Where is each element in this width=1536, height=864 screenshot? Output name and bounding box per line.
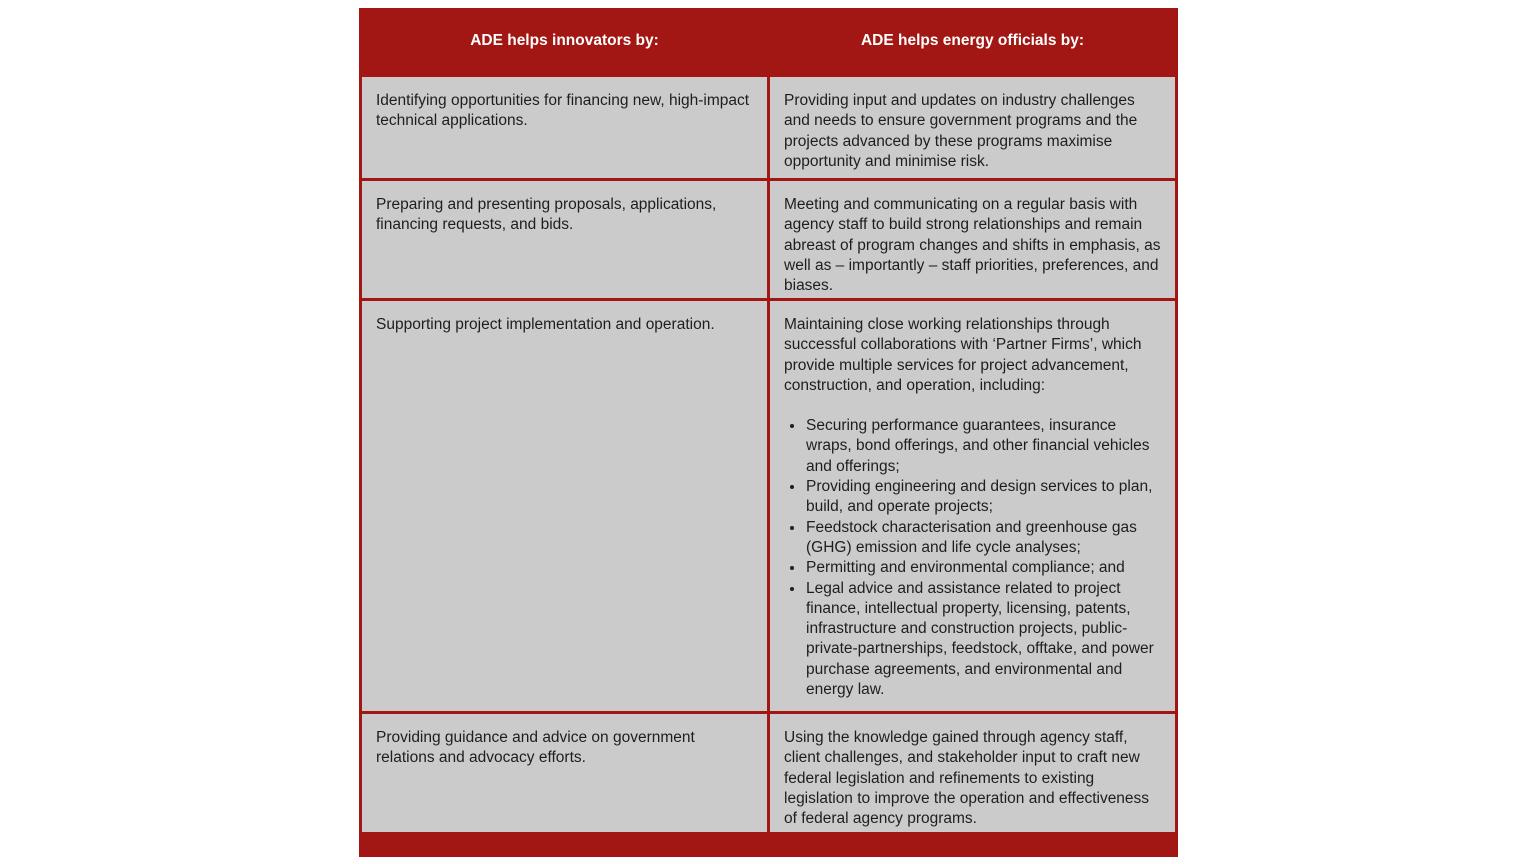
cell-text: Meeting and communicating on a regular basis with agency staff to build strong relationships and remain abreast of program changes and shifts in emphasis, as well as – importantly – staff priorities, preferences, and biases. <box>784 196 1161 295</box>
table-footer-bar <box>362 835 1175 857</box>
table-cell-row4-officials <box>770 714 1175 832</box>
ade-comparison-table <box>359 8 1178 857</box>
cell-text: Preparing and presenting proposals, applications, financing requests, and bids. <box>376 196 717 234</box>
column-header-officials-label: ADE helps energy officials by: <box>860 32 1085 49</box>
column-header-innovators-label: ADE helps innovators by: <box>470 32 659 49</box>
partner-firm-services-list <box>784 416 1161 700</box>
cell-intro-text: Maintaining close working relationships through successful collaborations with ‘Partner Firms’, which provide multiple services for project advancement, construction, and operation, including: <box>784 316 1142 394</box>
table-cell-row4-innovators <box>362 714 767 832</box>
bullet-item: • Securing performance guarantees, insurance wraps, bond offerings, and other financial vehicles and offerings; <box>805 416 1161 477</box>
column-header-officials <box>770 8 1175 74</box>
table-cell-row2-officials <box>770 181 1175 298</box>
column-header-innovators <box>362 8 767 74</box>
cell-text: Providing input and updates on industry challenges and needs to ensure government programs and the projects advanced by these programs maximise opportunity and minimise risk. <box>784 92 1138 170</box>
bullet-item: • Legal advice and assistance related to project finance, intellectual property, licensing, patents, infrastructure and construction projects, public-private-partnerships, feedstock, offtake, and power purchase agreements, and environmental and energy law. <box>805 579 1161 701</box>
cell-text: Using the knowledge gained through agency staff, client challenges, and stakeholder input to craft new federal legislation and refinements to existing legislation to improve the operation and effectiveness of federal agency programs. <box>784 729 1150 828</box>
cell-text: Supporting project implementation and operation. <box>376 316 715 333</box>
table-cell-row1-officials <box>770 77 1175 178</box>
table-cell-row3-officials <box>770 301 1175 711</box>
bullet-item: • Permitting and environmental compliance; and <box>805 558 1161 578</box>
table-cell-row1-innovators <box>362 77 767 178</box>
table-cell-row2-innovators <box>362 181 767 298</box>
bullet-item: • Feedstock characterisation and greenhouse gas (GHG) emission and life cycle analyses; <box>805 518 1161 559</box>
cell-text: Providing guidance and advice on government relations and advocacy efforts. <box>376 729 695 767</box>
cell-text: Identifying opportunities for financing new, high-impact technical applications. <box>376 92 750 130</box>
table-cell-row3-innovators <box>362 301 767 711</box>
bullet-item: • Providing engineering and design services to plan, build, and operate projects; <box>805 477 1161 518</box>
